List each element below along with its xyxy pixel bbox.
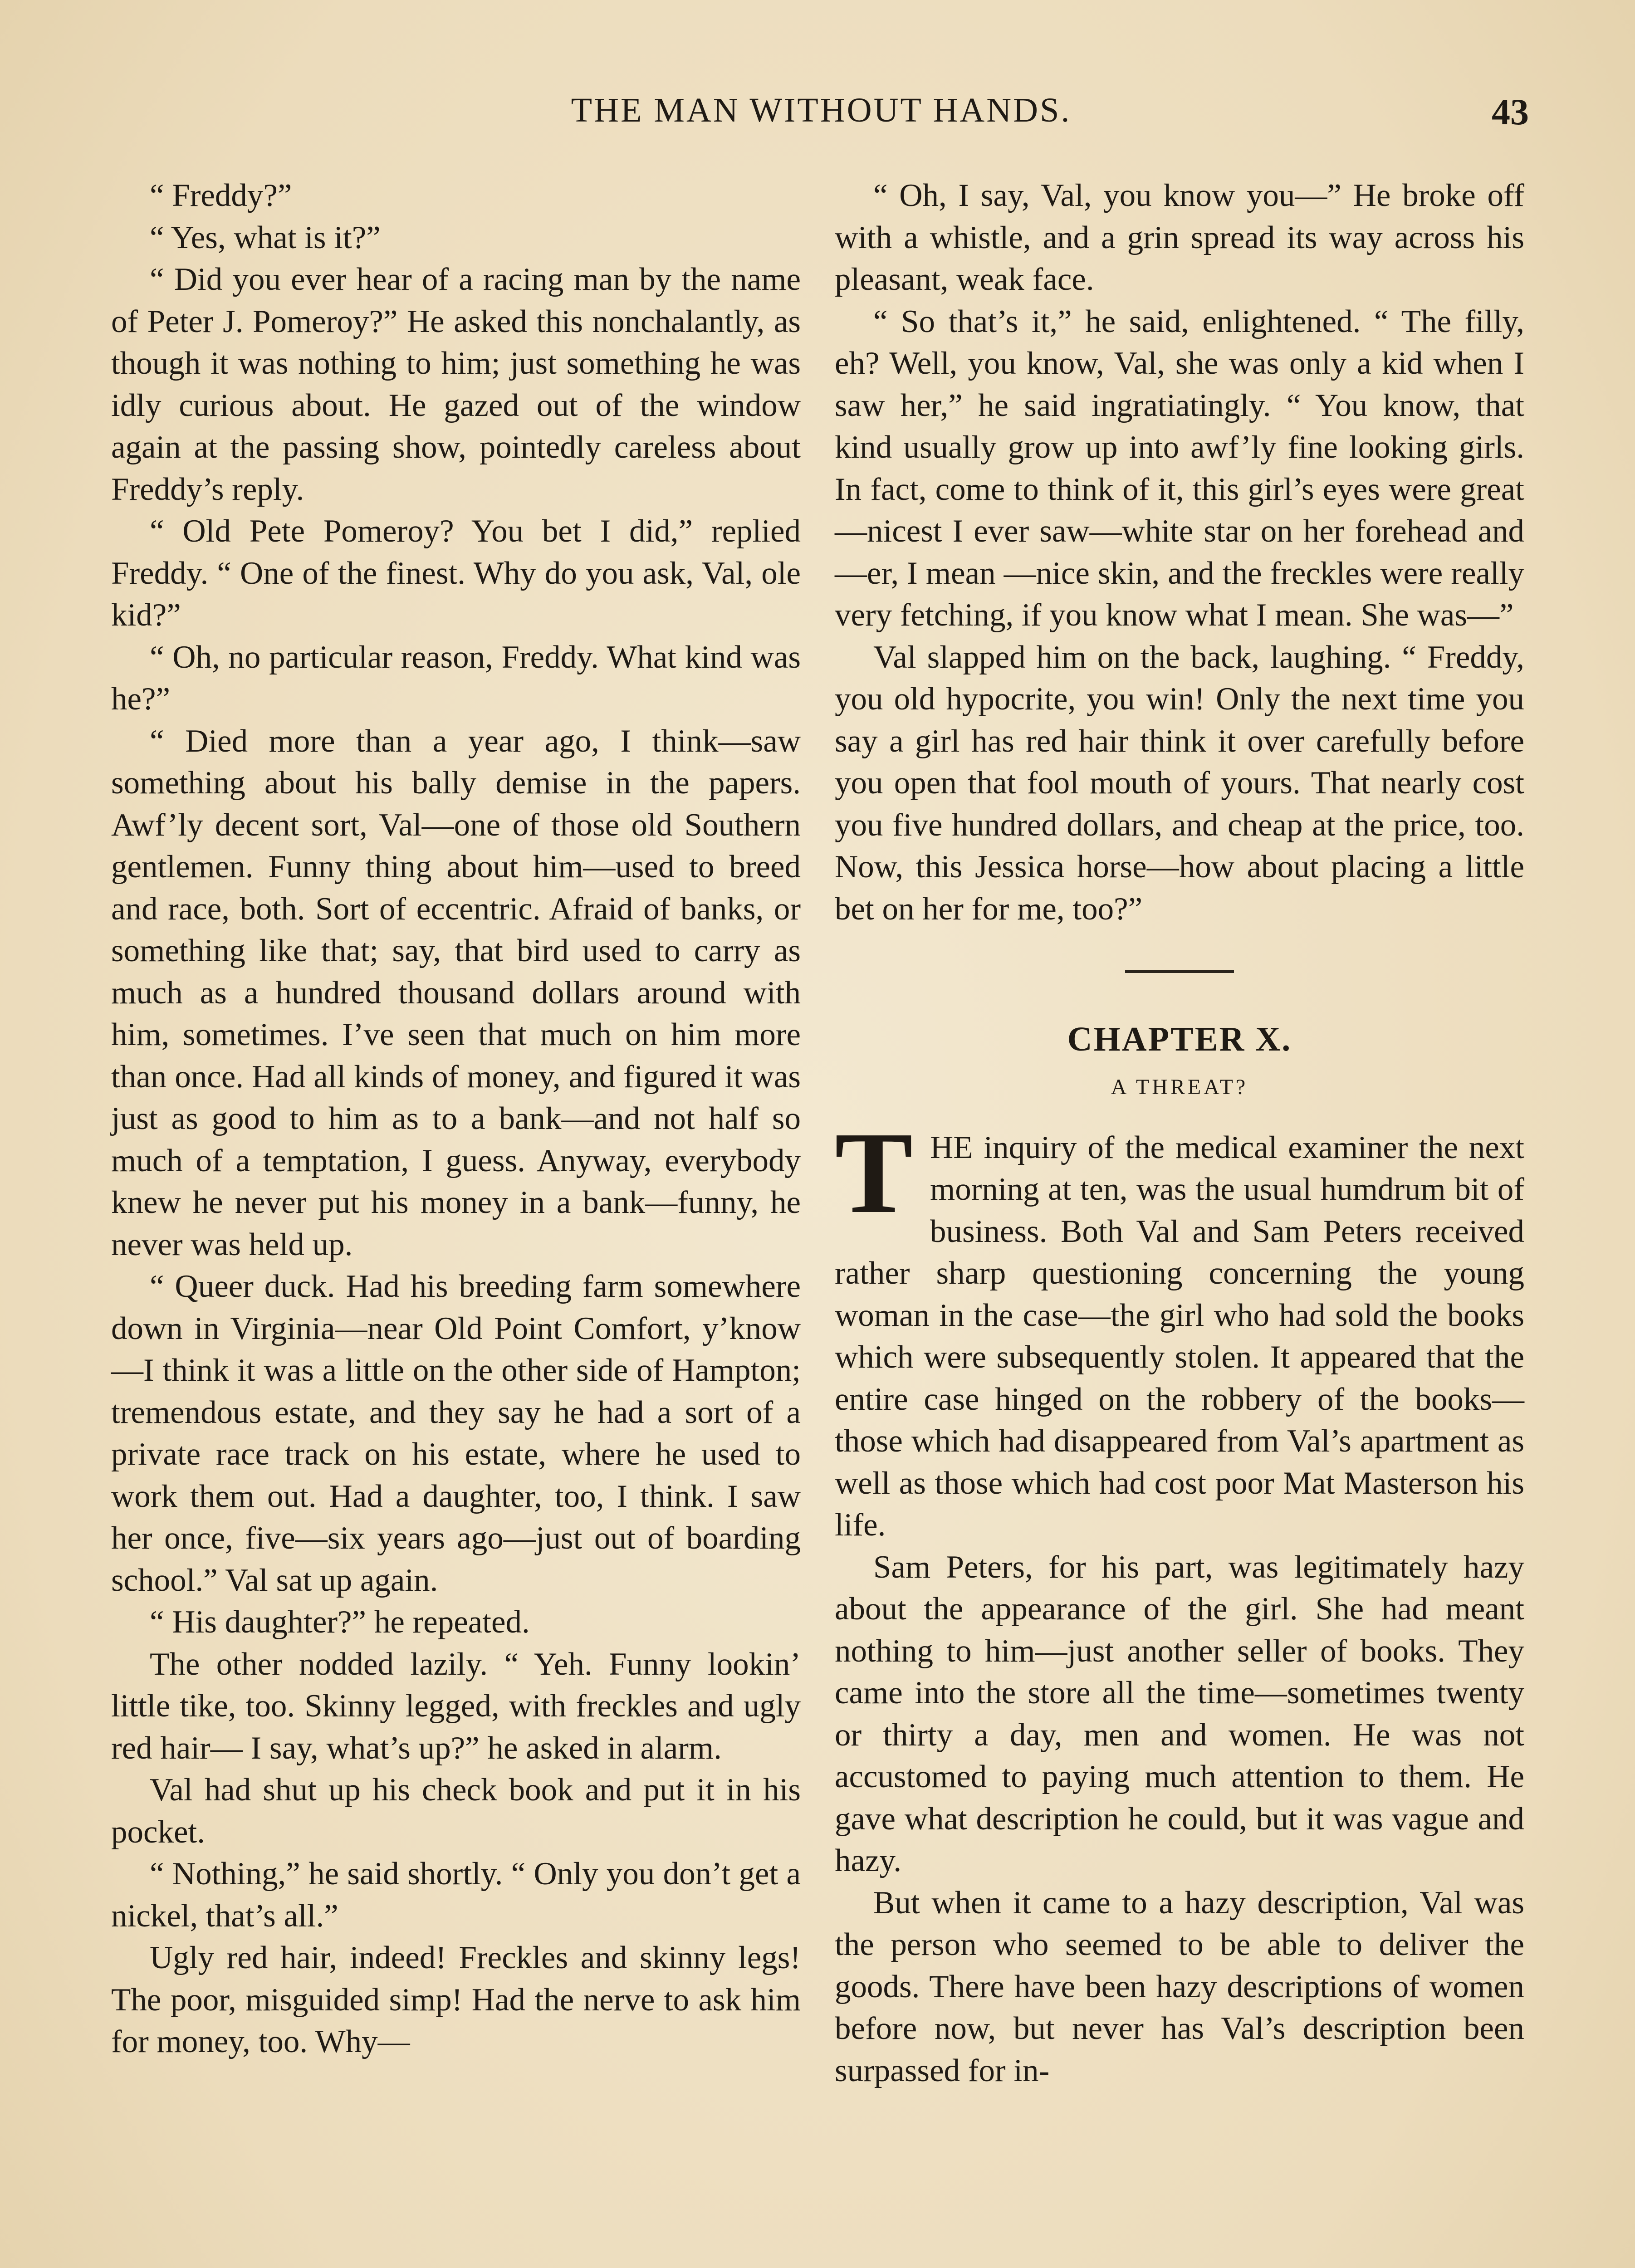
right-column: [835, 175, 1524, 2092]
chapter-subtitle: A THREAT?: [1111, 1075, 1248, 1099]
paragraph: “ Did you ever hear of a racing man by the name of Peter J. Pomeroy?” He asked this nonchalantly, as though it was nothing to him; just something he was idly curious about. He gazed out of the window again at the passing show, pointedly careless about Freddy’s reply.: [111, 262, 801, 507]
page-header: [113, 91, 1529, 141]
paragraph: “ His daughter?” he repeated.: [150, 1604, 530, 1640]
opening-text: HE inquiry of the medical examiner the next morning at ten, was the usual humdrum bit of business. Both Val and Sam Peters received rather sharp questioning concerning the young woman in the case—the girl who had sold the books which were subsequently stolen. It appeared that the entire case hinged on the robbery of the books—those which had disappeared from Val’s apartment as well as those which had cost poor Mat Masterson his life.: [835, 1129, 1524, 1543]
paragraph: Ugly red hair, indeed! Freckles and skinny legs! The poor, misguided simp! Had the nerve to ask him for money, too. Why—: [111, 1940, 801, 2059]
paragraph: “ Oh, no particular reason, Freddy. What kind was he?”: [111, 639, 801, 717]
paragraph: The other nodded lazily. “ Yeh. Funny lookin’ little tike, too. Skinny legged, with freckles and ugly red hair— I say, what’s up?” he asked in alarm.: [111, 1646, 801, 1766]
paragraph: “ Yes, what is it?”: [150, 220, 381, 255]
paragraph: Val had shut up his check book and put it in his pocket.: [111, 1772, 801, 1850]
drop-cap: T: [835, 1107, 913, 1237]
section-divider: [1125, 970, 1234, 973]
paragraph: Sam Peters, for his part, was legitimately hazy about the appearance of the girl. She had meant nothing to him—just another seller of books. They came into the store all the time—sometimes twenty or thirty a day, men and women. He was not accustomed to paying much attention to them. He gave what description he could, but it was vague and hazy.: [835, 1549, 1524, 1878]
paragraph: Val slapped him on the back, laughing. “ Freddy, you old hypocrite, you win! Only the next time you say a girl has red hair think it over carefully before you open that fool mouth of yours. That nearly cost you five hundred dollars, and cheap at the price, too. Now, this Jessica horse—how about placing a little bet on her for me, too?”: [835, 639, 1524, 927]
chapter-opening-paragraph: [835, 1107, 1524, 1546]
page-number: 43: [1492, 91, 1529, 132]
running-title: THE MAN WITHOUT HANDS.: [571, 91, 1072, 129]
paragraph: “ Oh, I say, Val, you know you—” He broke off with a whistle, and a grin spread its way across his pleasant, weak face.: [835, 178, 1524, 297]
paragraph: But when it came to a hazy description, Val was the person who seemed to be able to deliver the goods. There have been hazy descriptions of women before now, but never has Val’s description been surpassed for in-: [835, 1885, 1524, 2088]
paragraph: “ Nothing,” he said shortly. “ Only you don’t get a nickel, that’s all.”: [111, 1856, 801, 1934]
paragraph: “ Died more than a year ago, I think—saw something about his bally demise in the papers. Awf’ly decent sort, Val—one of those old Southern gentlemen. Funny thing about him—used to breed and race, both. Sort of eccentric. Afraid of banks, or something like that; say, that bird used to carry as much as a hundred thousand dollars around with him, sometimes. I’ve seen that much on him more than once. Had all kinds of money, and figured it was just as good to him as to a bank—and not half so much of a temptation, I guess. Anyway, everybody knew he never put his money in a bank—funny, he never was held up.: [111, 723, 801, 1262]
chapter-title: CHAPTER X.: [1067, 1020, 1292, 1058]
paragraph: “ Freddy?”: [150, 178, 292, 213]
left-column: [111, 175, 801, 2063]
paragraph: “ Old Pete Pomeroy? You bet I did,” replied Freddy. “ One of the finest. Why do you ask, Val, ole kid?”: [111, 513, 801, 633]
paragraph: “ So that’s it,” he said, enlightened. “ The filly, eh? Well, you know, Val, she was only a kid when I saw her,” he said ingratiatingly. “ You know, that kind usually grow up into awf’ly fine looking girls. In fact, come to think of it, this girl’s eyes were great—nicest I ever saw—white star on her forehead and—er, I mean —nice skin, and the freckles were really very fetching, if you know what I mean. She was—”: [835, 303, 1524, 633]
paragraph: “ Queer duck. Had his breeding farm somewhere down in Virginia—near Old Point Comfort, y’know—I think it was a little on the other side of Hampton; tremendous estate, and they say he had a sort of a private race track on his estate, where he used to work them out. Had a daughter, too, I think. I saw her once, five—six years ago—just out of boarding school.” Val sat up again.: [111, 1269, 801, 1598]
